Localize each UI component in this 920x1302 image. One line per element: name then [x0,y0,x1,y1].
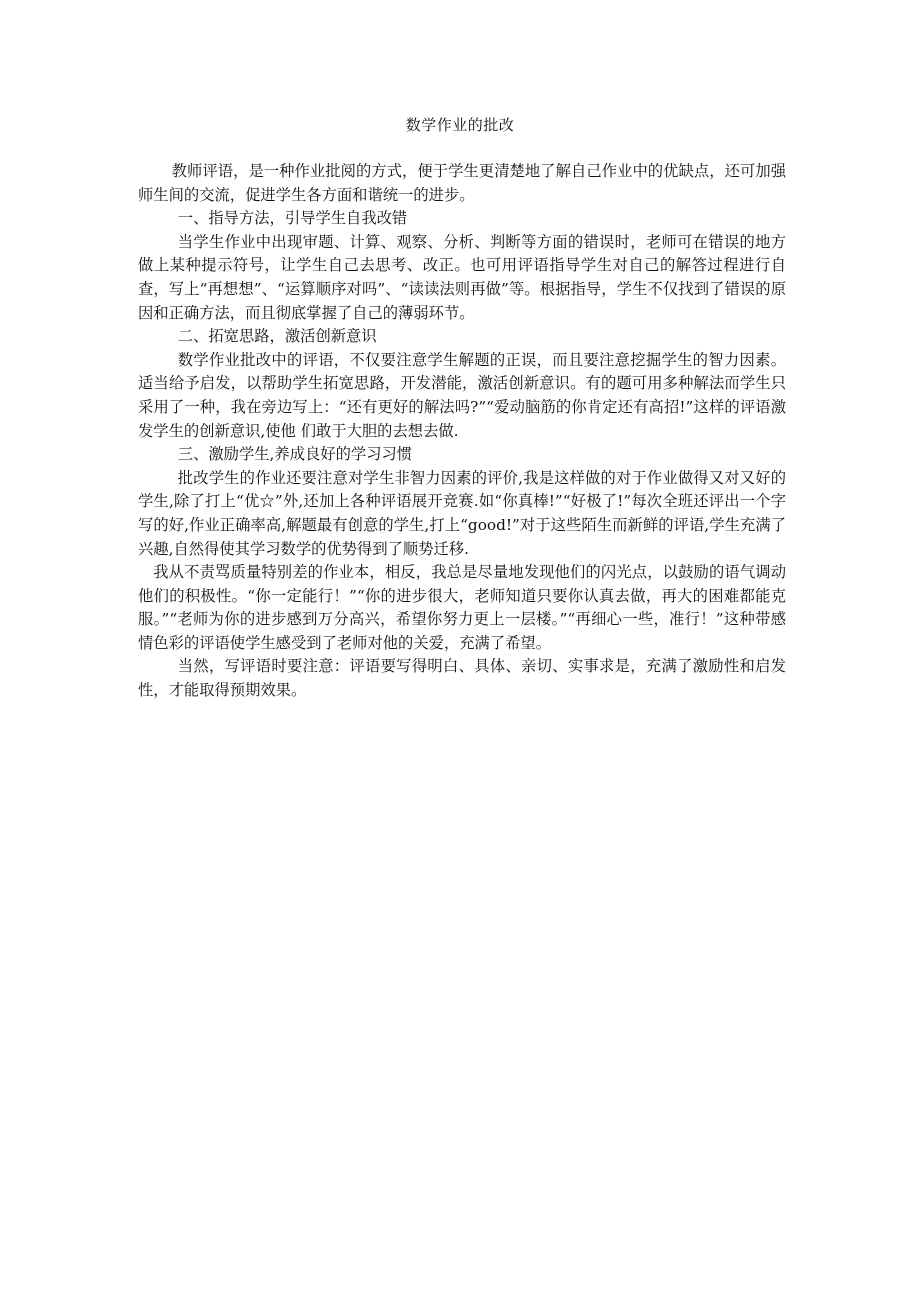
encouragement-paragraph: 我从不责骂质量特别差的作业本，相反，我总是尽量地发现他们的闪光点，以鼓励的语气调动他们的积极性。“你一定能行！”“你的进步很大，老师知道只要你认真去做，再大的困难都能克服。”“老师为你的进步感到万分高兴，希望你努力更上一层楼。”“再细心一些，准行！”这种带感情色彩的评语使学生感受到了老师对他的关爱，充满了希望。 [138,563,786,652]
section-3-paragraph: 批改学生的作业还要注意对学生非智力因素的评价,我是这样做的对于作业做得又对又好的学生,除了打上“优☆”外,还加上各种评语展开竞赛.如“你真棒!”“好极了!”每次全班还评出一个字写的好,作业正确率高,解题最有创意的学生,打上“good!”对于这些陌生而新鲜的评语,学生充满了兴趣,自然得使其学习数学的优势得到了顺势迁移. [138,468,786,558]
conclusion-paragraph: 当然，写评语时要注意：评语要写得明白、具体、亲切、实事求是，充满了激励性和启发性，才能取得预期效果。 [138,657,786,700]
document-title: 数学作业的批改 [405,116,515,134]
document-body [138,160,786,703]
section-heading-1: 一、指导方法，引导学生自我改错 [177,209,408,228]
section-heading-3: 三、激励学生,养成良好的学习习惯 [177,445,413,464]
intro-paragraph: 教师评语，是一种作业批阅的方式，便于学生更清楚地了解自己作业中的优缺点，还可加强师生间的交流，促进学生各方面和谐统一的进步。 [138,162,786,204]
section-heading-2: 二、拓宽思路，激活创新意识 [177,327,377,346]
section-1-paragraph: 当学生作业中出现审题、计算、观察、分析、判断等方面的错误时，老师可在错误的地方做上某种提示符号，让学生自己去思考、改正。也可用评语指导学生对自己的解答过程进行自查，写上“再想想”、“运算顺序对吗”、“读读法则再做”等。根据指导，学生不仅找到了错误的原因和正确方法，而且彻底掌握了自己的薄弱环节。 [138,232,786,322]
section-2-paragraph: 数学作业批改中的评语，不仅要注意学生解题的正误，而且要注意挖掘学生的智力因素。适当给予启发，以帮助学生拓宽思路，开发潜能，激活创新意识。有的题可用多种解法而学生只采用了一种，我在旁边写上：“还有更好的解法吗?”“爱动脑筋的你肯定还有高招!”这样的评语激发学生的创新意识,使他 们敢于大胆的去想去做. [138,350,786,440]
